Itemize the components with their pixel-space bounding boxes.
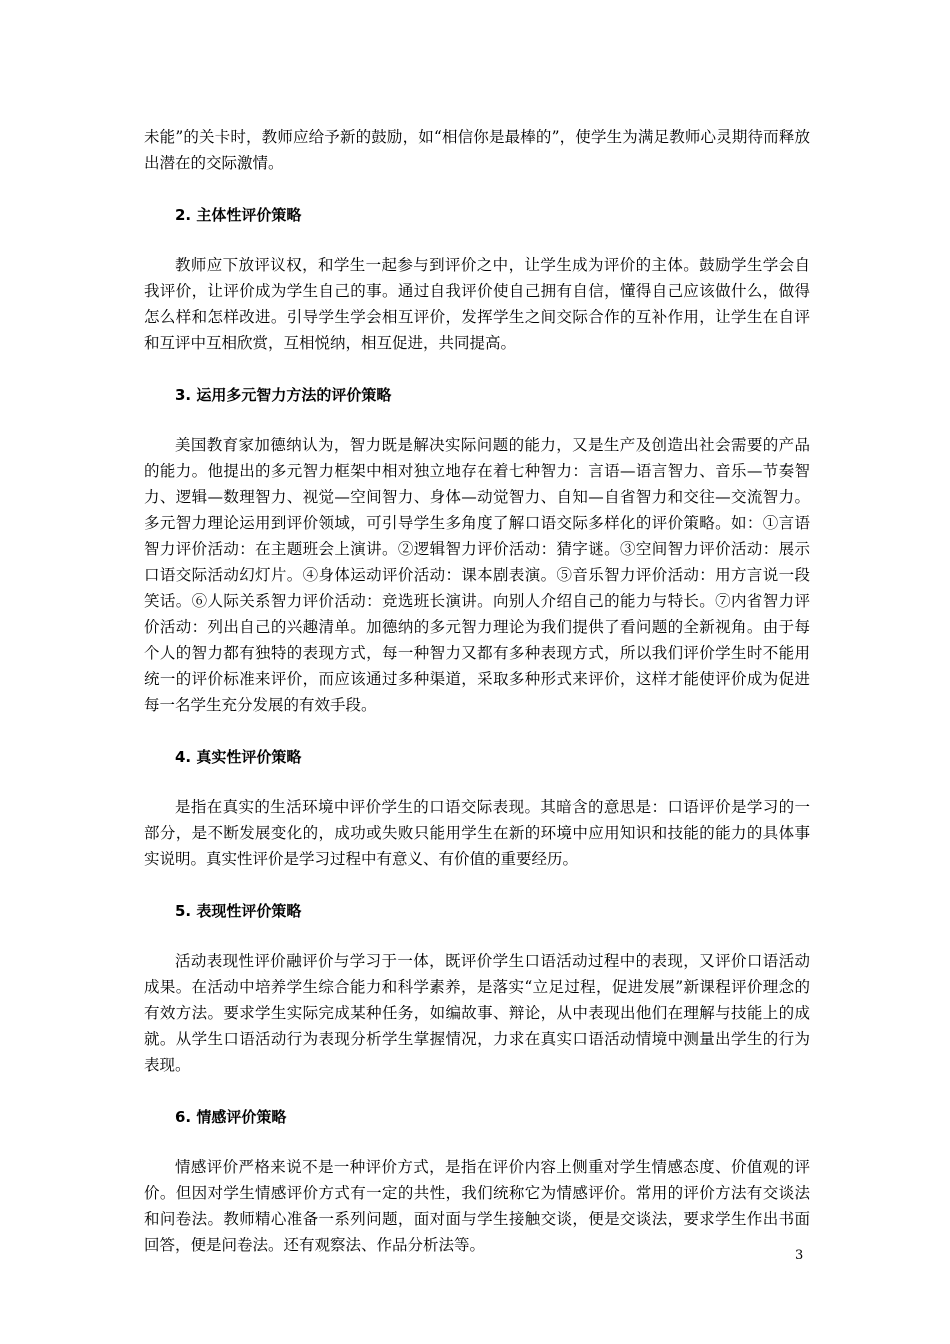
section-body-6: 情感评价严格来说不是一种评价方式，是指在评价内容上侧重对学生情感态度、价值观的评价。但因对学生情感评价方式有一定的共性，我们统称它为情感评价。常用的评价方法有交谈法和问卷法。教师精心准备一系列问题，面对面与学生接触交谈，便是交谈法，要求学生作出书面回答，便是问卷法。还有观察法、作品分析法等。 (144, 1158, 810, 1254)
section-body-4: 是指在真实的生活环境中评价学生的口语交际表现。其暗含的意思是：口语评价是学习的一部分，是不断发展变化的，成功或失败只能用学生在新的环境中应用知识和技能的能力的具体事实说明。真实性评价是学习过程中有意义、有价值的重要经历。 (144, 798, 810, 868)
section-heading-3: 3. 运用多元智力方法的评价策略 (175, 386, 392, 404)
continuation-paragraph: 未能”的关卡时，教师应给予新的鼓励，如“相信你是最棒的”，使学生为满足教师心灵期待而释放出潜在的交际激情。 (144, 128, 810, 172)
section-heading-6: 6. 情感评价策略 (175, 1108, 287, 1126)
section-heading-2: 2. 主体性评价策略 (175, 206, 302, 224)
section-heading-5: 5. 表现性评价策略 (175, 902, 302, 920)
section-body-5: 活动表现性评价融评价与学习于一体，既评价学生口语活动过程中的表现，又评价口语活动成果。在活动中培养学生综合能力和科学素养，是落实“立足过程，促进发展”新课程评价理念的有效方法。要求学生实际完成某种任务，如编故事、辩论，从中表现出他们在理解与技能上的成就。从学生口语活动行为表现分析学生掌握情况，力求在真实口语活动情境中测量出学生的行为表现。 (144, 952, 810, 1074)
section-body-2: 教师应下放评议权，和学生一起参与到评价之中，让学生成为评价的主体。鼓励学生学会自我评价，让评价成为学生自己的事。通过自我评价使自己拥有自信，懂得自己应该做什么，做得怎么样和怎样改进。引导学生学会相互评价，发挥学生之间交际合作的互补作用，让学生在自评和互评中互相欣赏，互相悦纳，相互促进，共同提高。 (144, 256, 810, 352)
document-page (144, 124, 810, 1258)
section-heading-4: 4. 真实性评价策略 (175, 748, 302, 766)
page-number: 3 (795, 1248, 804, 1263)
section-body-3: 美国教育家加德纳认为，智力既是解决实际问题的能力，又是生产及创造出社会需要的产品的能力。他提出的多元智力框架中相对独立地存在着七种智力：言语—语言智力、音乐—节奏智力、逻辑—数理智力、视觉—空间智力、身体—动觉智力、自知—自省智力和交往—交流智力。多元智力理论运用到评价领域，可引导学生多角度了解口语交际多样化的评价策略。如：①言语智力评价活动：在主题班会上演讲。②逻辑智力评价活动：猜字谜。③空间智力评价活动：展示口语交际活动幻灯片。④身体运动评价活动：课本剧表演。⑤音乐智力评价活动：用方言说一段笑话。⑥人际关系智力评价活动：竞选班长演讲。向别人介绍自己的能力与特长。⑦内省智力评价活动：列出自己的兴趣清单。加德纳的多元智力理论为我们提供了看问题的全新视角。由于每个人的智力都有独特的表现方式，每一种智力又都有多种表现方式，所以我们评价学生时不能用统一的评价标准来评价，而应该通过多种渠道，采取多种形式来评价，这样才能使评价成为促进每一名学生充分发展的有效手段。 (144, 436, 810, 714)
